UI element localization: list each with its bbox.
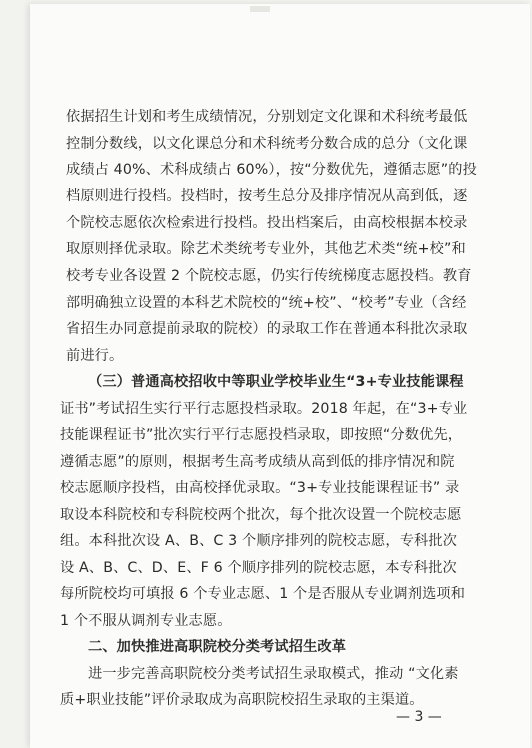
page-number: — 3 — — [396, 709, 442, 725]
paragraph-line: 设 A、B、C、D、E、F 6 个顺序排列的院校志愿，本专科批次 — [60, 560, 457, 576]
paragraph-line: 证书”考试招生实行平行志愿投档录取。2018 年起，在“3+专业 — [60, 401, 468, 417]
paragraph-line: 依据招生计划和考生成绩情况，分别划定文化课和术科统考最低 — [66, 109, 468, 125]
paragraph-line: 1 个不服从调剂专业志愿。 — [60, 613, 232, 629]
paragraph-line: 取原则择优录取。除艺术类统考专业外，其他艺术类“统+校”和 — [66, 241, 466, 257]
paragraph-line: 前进行。 — [66, 348, 124, 364]
paragraph-line: 省招生办同意提前录取的院校）的录取工作在普通本科批次录取 — [66, 321, 468, 337]
paragraph-line: 控制分数线，以文化课总分和术科统考分数合成的总分（文化课 — [66, 136, 468, 152]
paragraph-line: 技能课程证书”批次实行平行志愿投档录取，即按照“分数优先， — [60, 427, 463, 443]
paragraph-line: 成绩占 40%、术科成绩占 60%），按“分数优先，遵循志愿”的投 — [66, 162, 477, 178]
section-heading: 二、加快推进高职院校分类考试招生改革 — [88, 639, 347, 655]
section-heading: （三）普通高校招收中等职业学校毕业生“3+专业技能课程 — [88, 374, 464, 390]
paragraph-line: 每所院校均可填报 6 个专业志愿、1 个是否服从专业调剂选项和 — [60, 586, 466, 602]
paragraph-line: 个院校志愿依次检索进行投档。投出档案后，由高校根据本校录 — [66, 215, 468, 231]
paragraph-line: 部明确独立设置的本科艺术院校的“统+校”、“校考”专业（含经 — [66, 295, 467, 311]
paragraph-line: 质+职业技能”评价录取成为高职院校招生录取的主渠道。 — [60, 692, 424, 708]
paragraph-line: 校志愿顺序投档，由高校择优录取。“3+专业技能课程证书” 录 — [60, 480, 460, 496]
paragraph-line: 组。本科批次设 A、B、C 3 个顺序排列的院校志愿，专科批次 — [60, 533, 458, 549]
paragraph-line: 校考专业各设置 2 个院校志愿，仍实行传统梯度志愿投档。教育 — [66, 268, 472, 284]
paragraph-line: 取设本科院校和专科院校两个批次，每个批次设置一个院校志愿 — [60, 507, 462, 523]
paragraph-line: 遵循志愿”的原则，根据考生高考成绩从高到低的排序情况和院 — [60, 454, 455, 470]
punch-mark — [250, 6, 270, 12]
paragraph-line: 进一步完善高职院校分类考试招生录取模式，推动 “文化素 — [88, 666, 459, 682]
paragraph-line: 档原则进行投档。投档时，按考生总分及排序情况从高到低，逐 — [66, 188, 468, 204]
